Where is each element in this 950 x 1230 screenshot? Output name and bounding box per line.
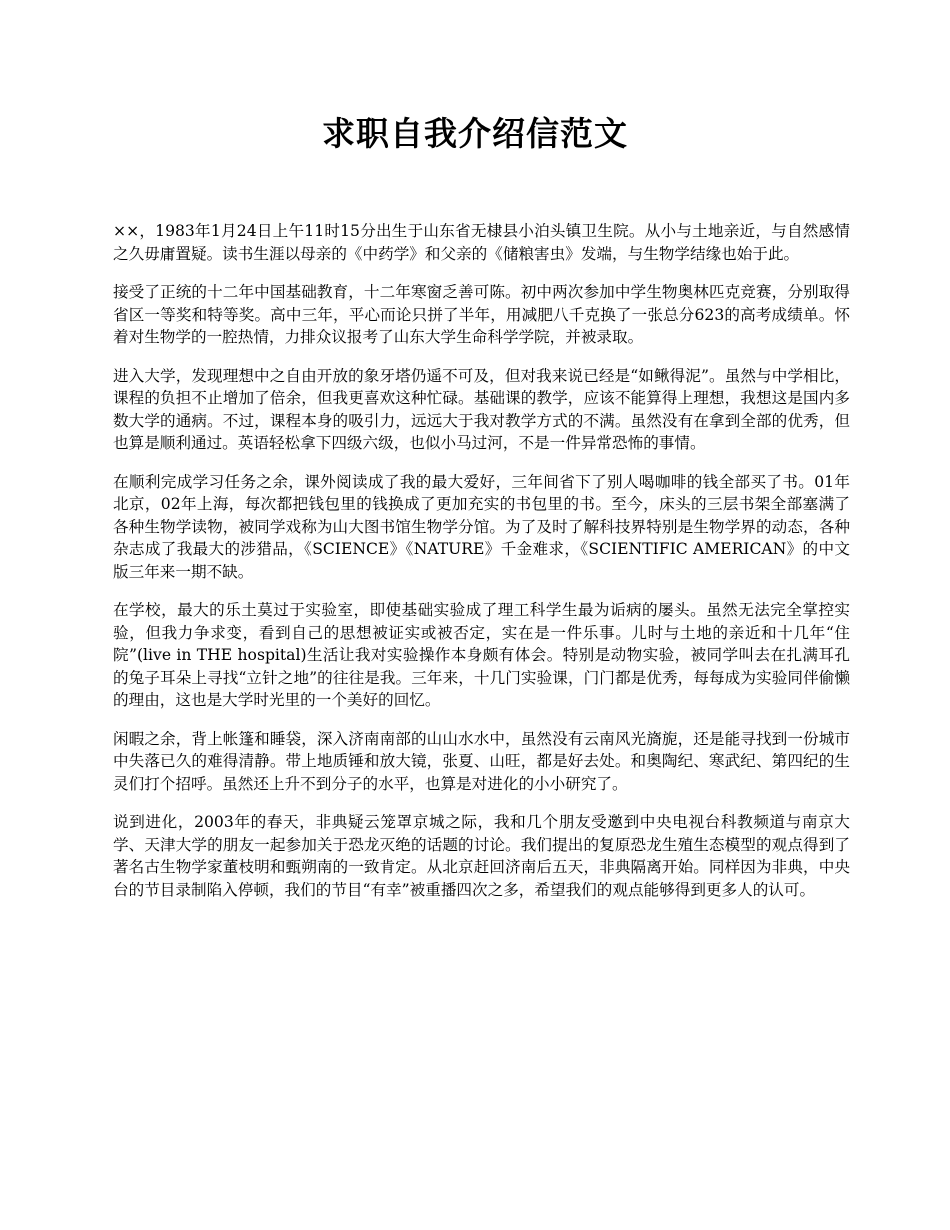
paragraph-reading-hobby: 在顺利完成学习任务之余，课外阅读成了我的最大爱好，三年间省下了别人喝咖啡的钱全部买了书。01年北京，02年上海，每次都把钱包里的钱换成了更加充实的书包里的书。至今，床头的三层书架全部塞满了各种生物学读物，被同学戏称为山大图书馆生物学分馆。为了及时了解科技界特别是生物学界的动态，各种杂志成了我最大的涉猎品，《SCIENCE》《NATURE》千金难求，《SCIENTIFIC AMERICAN》的中文版三年来一期不缺。 <box>113 472 850 581</box>
paragraph-evolution-discussion: 说到进化，2003年的春天，非典疑云笼罩京城之际，我和几个朋友受邀到中央电视台科教频道与南京大学、天津大学的朋友一起参加关于恐龙灭绝的话题的讨论。我们提出的复原恐龙生殖生态模型的观点得到了著名古生物学家董枝明和甄朔南的一致肯定。从北京赶回济南后五天，非典隔离开始。同样因为非典，中央台的节目录制陷入停顿，我们的节目“有幸”被重播四次之多，希望我们的观点能够得到更多人的认可。 <box>113 813 850 899</box>
paragraph-birth-background: ××，1983年1月24日上午11时15分出生于山东省无棣县小泊头镇卫生院。从小与土地亲近，与自然感情之久毋庸置疑。读书生涯以母亲的《中药学》和父亲的《储粮害虫》发端，与生物学结缘也始于此。 <box>113 222 850 263</box>
paragraph-basic-education: 接受了正统的十二年中国基础教育，十二年寒窗乏善可陈。初中两次参加中学生物奥林匹克竞赛，分别取得省区一等奖和特等奖。高中三年，平心而论只拼了半年，用减肥八千克换了一张总分623的高考成绩单。怀着对生物学的一腔热情，力排众议报考了山东大学生命科学学院，并被录取。 <box>113 283 850 346</box>
paragraph-fieldwork: 闲暇之余，背上帐篷和睡袋，深入济南南部的山山水水中，虽然没有云南风光旖旎，还是能寻找到一份城市中失落已久的难得清静。带上地质锤和放大镜，张夏、山旺，都是好去处。和奥陶纪、寒武纪、第四纪的生灵们打个招呼。虽然还上升不到分子的水平，也算是对进化的小小研究了。 <box>113 729 850 793</box>
paragraph-laboratory: 在学校，最大的乐土莫过于实验室，即使基础实验成了理工科学生最为诟病的屡头。虽然无法完全掌控实验，但我力争求变，看到自己的思想被证实或被否定，实在是一件乐事。儿时与土地的亲近和十几年“住院”(live in THE hospital)生活让我对实验操作本身颇有体会。特别是动物实验，被同学叫去在扎满耳孔的兔子耳朵上寻找“立针之地”的往往是我。三年来，十几门实验课，门门都是优秀，每每成为实验同伴偷懒的理由，这也是大学时光里的一个美好的回忆。 <box>113 601 850 709</box>
paragraph-university-study: 进入大学，发现理想中之自由开放的象牙塔仍遥不可及，但对我来说已经是“如鳅得泥”。虽然与中学相比，课程的负担不止增加了倍余，但我更喜欢这种忙碌。基础课的教学，应该不能算得上理想，我想这是国内多数大学的通病。不过，课程本身的吸引力，远远大于我对教学方式的不满。虽然没有在拿到全部的优秀，但也算是顺利通过。英语轻松拿下四级六级，也似小马过河，不是一件异常恐怖的事情。 <box>113 366 850 452</box>
page-title: 求职自我介绍信范文 <box>322 114 628 153</box>
document-body <box>113 220 850 917</box>
